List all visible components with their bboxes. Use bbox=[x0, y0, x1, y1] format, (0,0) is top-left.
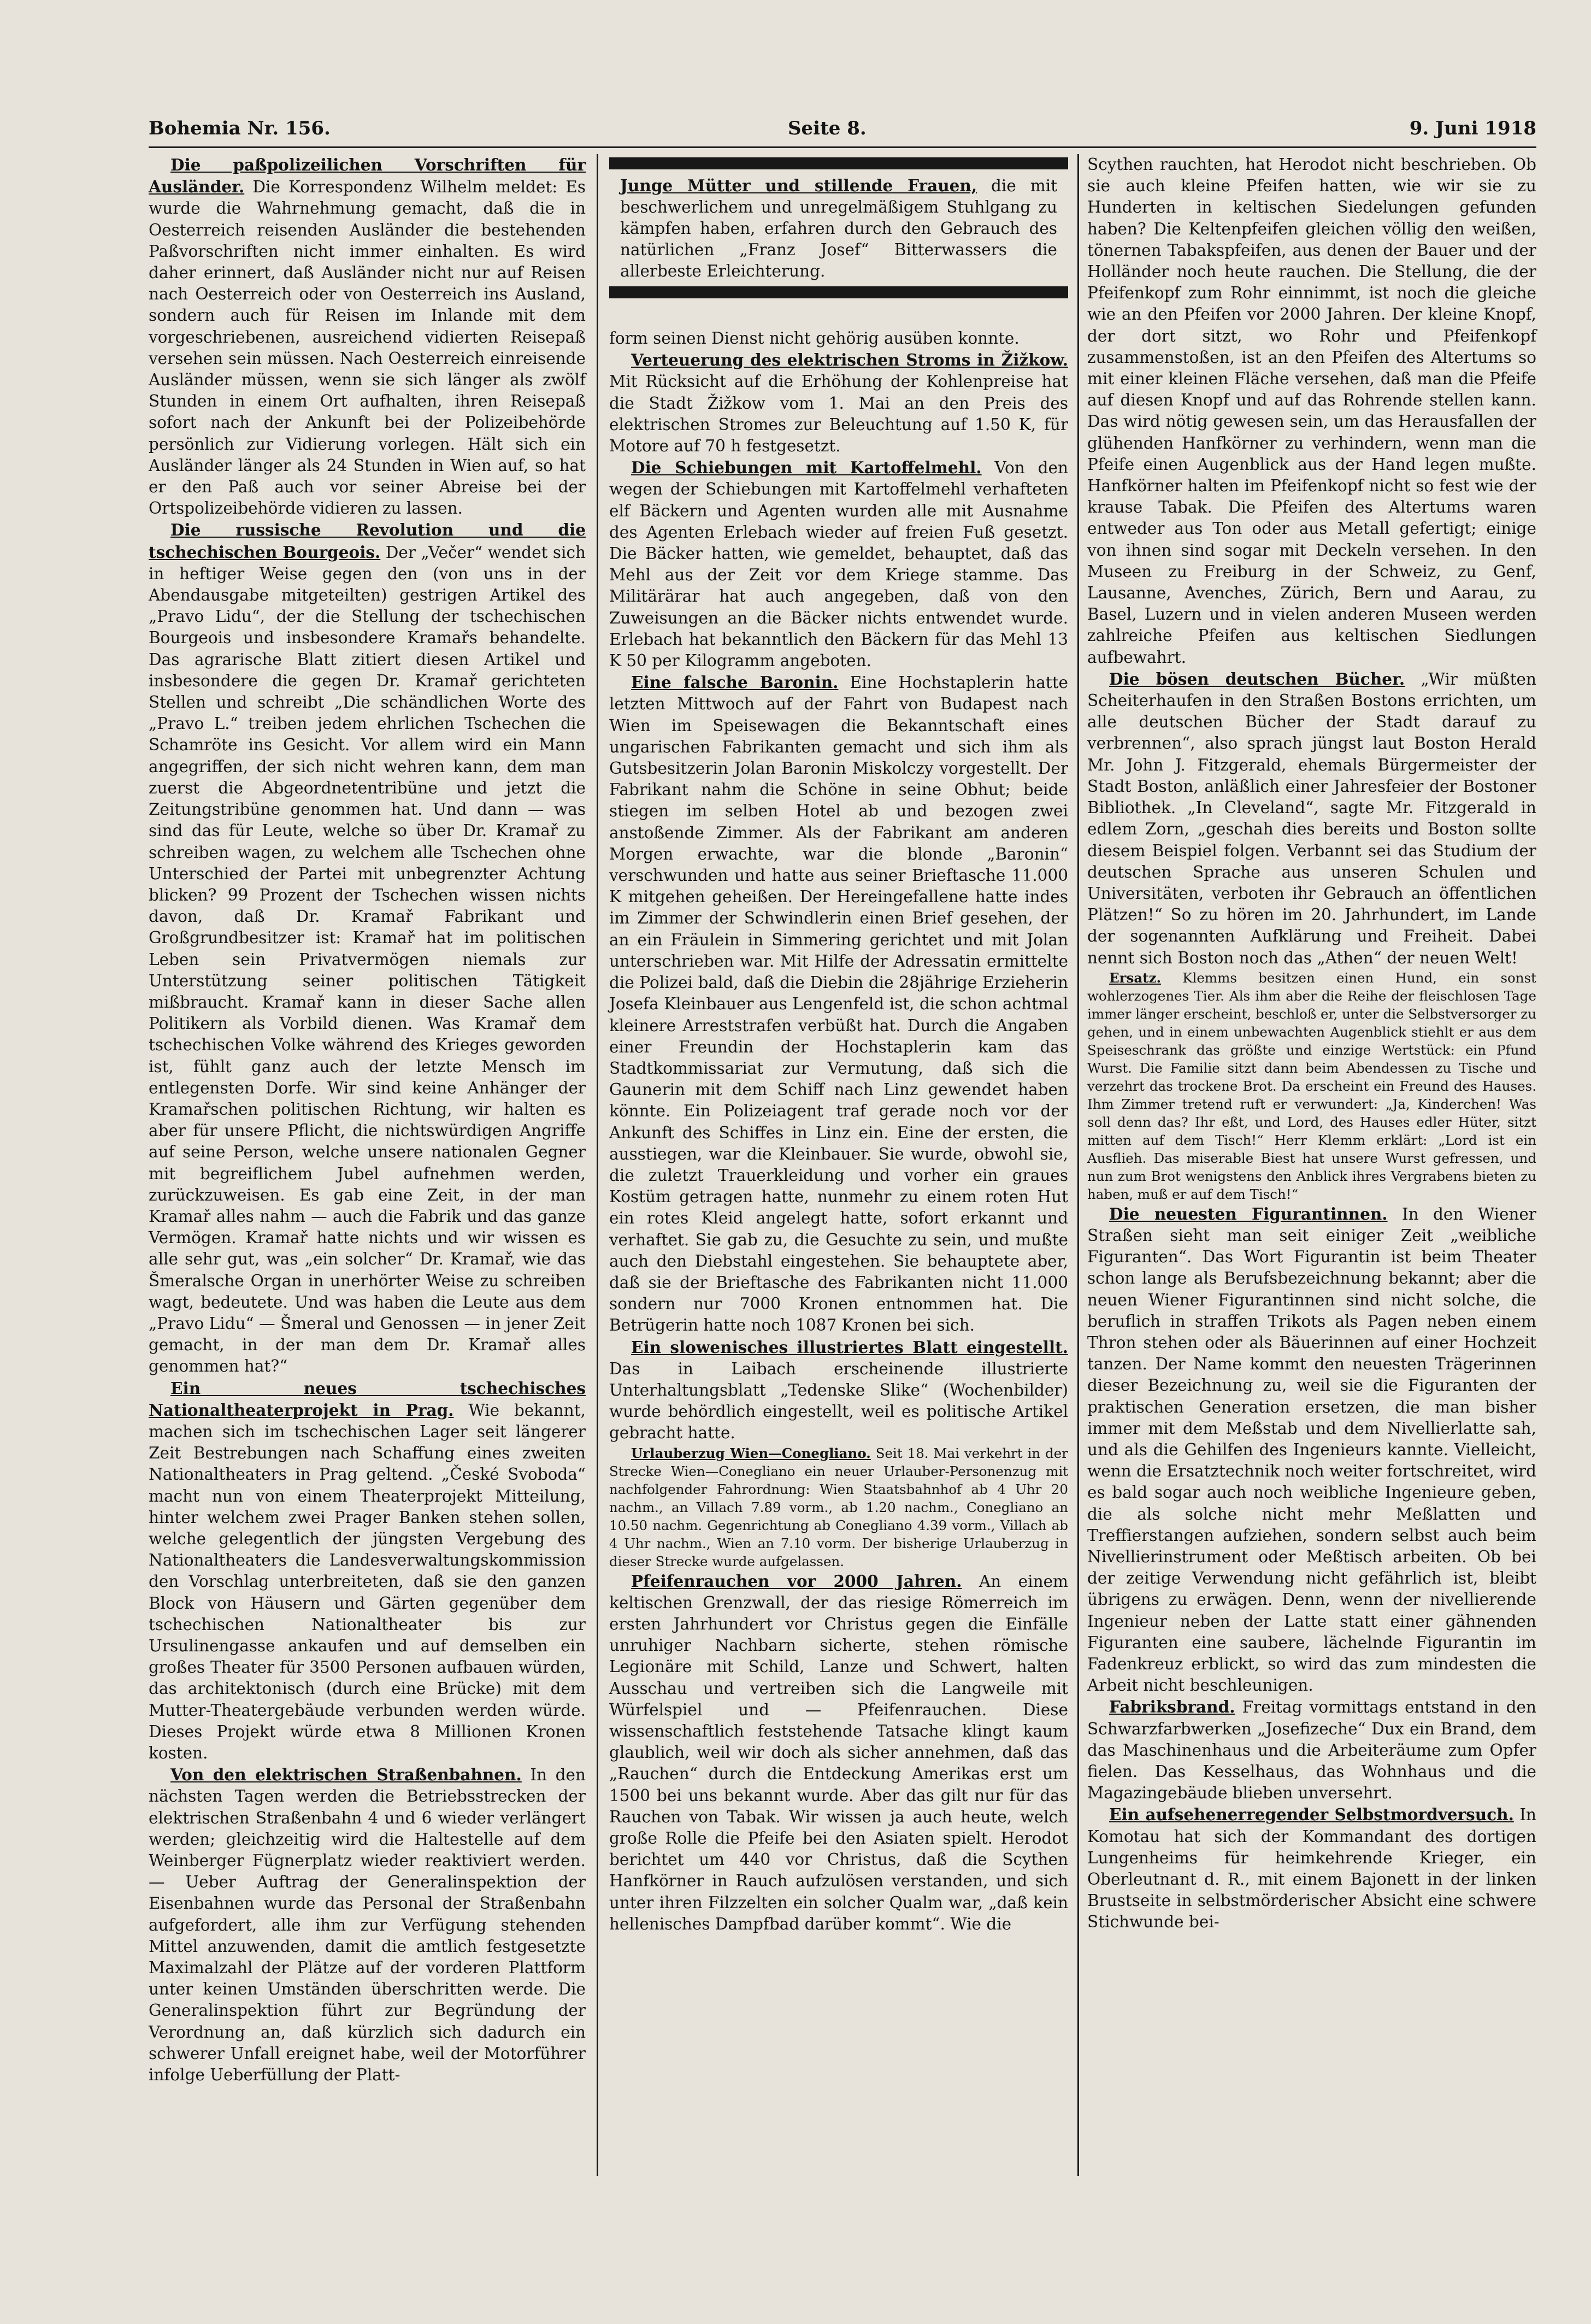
article-body: Klemms besitzen einen Hund, ein sonst wohlerzogenes Tier. Als ihm aber die Reihe der fleischlosen Tage immer länger erscheint, beschloß er, unter die Selbstversorger zu gehen, und in einem unbewachten Augenblick stiehlt er aus dem Speiseschrank das größte und einzige Wertstück: ein Pfund Wurst. Die Familie sitzt dann beim Abendessen zu Tische und verzehrt das trockene Brot. Da erscheint ein Freund des Hauses. Ihm Zimmer tretend ruft er verwundert: „Ja, Kinderchen! Was soll denn das? Ihr eßt, und Lord, des Hauses edler Hüter, sitzt mitten auf dem Tisch!“ Herr Klemm erklärt: „Lord ist ein Ausflieh. Das miserable Biest hat unsere Wurst gefressen, und nun zum Brot wenigstens den Anblick ihres Vergrabens bieten zu haben, muß er auf dem Tisch!“ bbox=[1087, 969, 1536, 1202]
column-3 bbox=[1087, 154, 1536, 1933]
advertisement-headline: Junge Mütter und stillende Frauen, bbox=[620, 176, 977, 195]
advertisement-bottom-bar bbox=[609, 286, 1068, 298]
article-paragraph bbox=[1087, 969, 1536, 1203]
article-paragraph bbox=[609, 328, 1068, 349]
article-paragraph bbox=[609, 672, 1068, 1336]
advertisement-top-bar bbox=[609, 157, 1068, 169]
article-headline: Ein aufsehenerregender Selbstmordversuch. bbox=[1109, 1805, 1514, 1825]
article-paragraph bbox=[1087, 668, 1536, 969]
header-issue: Bohemia Nr. 156. bbox=[149, 117, 331, 139]
advertisement-body: die mit beschwerlichem und unregelmäßigem Stuhlgang zu kämpfen haben, erfahren durch den Gebrauch des natürlichen „Franz Josef“ Bitterwassers die allerbeste Erleichterung. bbox=[620, 176, 1057, 280]
article-headline: Ersatz. bbox=[1109, 969, 1162, 986]
article-paragraph bbox=[1087, 1804, 1536, 1933]
article-body: Seit 18. Mai verkehrt in der Strecke Wien—Conegliano ein neuer Urlauber-Personenzug mit nachfolgender Fahrordnung: Wien Staatsbahnhof ab 4 Uhr 20 nachm., an Villach 7.89 vorm., ab 1.20 nachm., Conegliano an 10.50 nachm. Gegenrichtung ab Conegliano 4.39 vorm., Villach ab 4 Uhr nachm., Wien an 7.10 vorm. Der bisherige Urlauberzug in dieser Strecke wurde aufgelassen. bbox=[609, 1445, 1068, 1569]
article-paragraph bbox=[149, 519, 586, 1377]
article-body: „Wir müßten Scheiterhaufen in den Straßen Bostons errichten, um alle deutschen Bücher der Stadt darauf zu verbrennen“, also sprach jüngst laut Boston Herald Mr. John J. Fitzgerald, ehemals Bürgermeister der Stadt Boston, anläßlich einer Jahresfeier der Bostoner Bibliothek. „In Cleveland“, sagte Mr. Fitzgerald in edlem Zorn, „geschah dies bereits und Boston sollte diesem Beispiel folgen. Verbannt sei das Studium der deutschen Sprache aus unseren Schulen und Universitäten, verboten ihr Gebrauch an öffentlichen Plätzen!“ So zu hören im 20. Jahrhundert, im Lande der sogenannten Aufklärung und Freiheit. Dabei nennt sich Boston noch das „Athen“ der neuen Welt! bbox=[1087, 669, 1536, 967]
article-body: form seinen Dienst nicht gehörig ausüben konnte. bbox=[609, 329, 1020, 348]
article-headline: Von den elektrischen Straßenbahnen. bbox=[170, 1765, 522, 1785]
article-body: In den nächsten Tagen werden die Betriebsstrecken der elektrischen Straßenbahn 4 und 6 wieder verlängert werden; gleichzeitig wird die Haltestelle auf dem Weinberger Fügnerplatz wieder reaktiviert werden. — Ueber Auftrag der Generalinspektion der Eisenbahnen wurde das Personal der Straßenbahn aufgefordert, alle ihm zur Verfügung stehenden Mittel anzuwenden, damit die amtlich festgesetzte Maximalzahl der Plätze auf der vorderen Plattform unter keinen Umständen überschritten werde. Die Generalinspektion führt zur Begründung der Verordnung an, daß kürzlich sich dadurch ein schwerer Unfall ereignet habe, weil der Motorführer infolge Ueberfüllung der Platt- bbox=[149, 1766, 586, 2085]
header-date: 9. Juni 1918 bbox=[1409, 117, 1536, 139]
article-headline: Die bösen deutschen Bücher. bbox=[1109, 669, 1405, 689]
advertisement-text bbox=[620, 175, 1057, 282]
column-1 bbox=[149, 154, 586, 2086]
article-paragraph bbox=[609, 349, 1068, 457]
article-headline: Die paßpolizeilichen Vorschriften für Ausländer. bbox=[149, 155, 586, 197]
article-paragraph bbox=[1087, 1696, 1536, 1804]
article-paragraph bbox=[149, 154, 586, 519]
article-headline: Verteuerung des elektrischen Stroms in Žižkow. bbox=[631, 350, 1068, 370]
header-page-number: Seite 8. bbox=[788, 117, 867, 139]
article-body: In den Wiener Straßen sieht man seit einiger Zeit „weibliche Figuranten“. Das Wort Figurantin ist beim Theater schon lange als Berufsbezeichnung bekannt; aber die neuen Wiener Figurantinnen sind nicht solche, die beruflich in straffen Trikots als Pagen neben einem Thron stehen oder als Bäuerinnen auf einer Hochzeit tanzen. Der Name kommt den neuesten Trägerinnen dieser Bezeichnung zu, weil sie die Figuranten der praktischen Generation ersetzen, die man bisher immer mit dem Meßstab und dem Nivellierlatte sah, und als die Gehilfen des Ingenieurs kannte. Vielleicht, wenn die Ersatztechnik noch weiter fortschreitet, wird es bald sogar auch noch weibliche Ingenieure geben, die als solche nicht mehr Meßlatten und Treffierstangen aufziehen, sondern selbst auch beim Nivellierinstrument oder Meßtisch arbeiten. Ob bei der zeitige Verwendung nicht gefährlich ist, bleibt übrigens zu erwägen. Denn, wenn der nivellierende Ingenieur neben der Latte statt einer gähnenden Figuranten eine saubere, lächelnde Figurantin im Fadenkreuz erblickt, so wird das zum mindesten die Arbeit nicht beschleunigen. bbox=[1087, 1204, 1536, 1695]
article-body: In Komotau hat sich der Kommandant des dortigen Lungenheims für heimkehrende Krieger, ein Oberleutnant d. R., mit einem Bajonett in der linken Brustseite in selbstmörderischer Absicht eine schwere Stichwunde bei- bbox=[1087, 1805, 1536, 1932]
article-headline: Die Schiebungen mit Kartoffelmehl. bbox=[631, 458, 982, 478]
article-paragraph bbox=[609, 457, 1068, 672]
article-paragraph bbox=[609, 1337, 1068, 1444]
column-divider-1 bbox=[597, 154, 598, 2176]
article-body: Freitag vormittags entstand in den Schwarzfarbwerken „Josefizeche“ Dux ein Brand, dem das Maschinenhaus und die Arbeiteräume zum Opfer fielen. Das Kesselhaus, das Wohnhaus und die Magazingebäude blieben unversehrt. bbox=[1087, 1698, 1536, 1803]
article-body: Von den wegen der Schiebungen mit Kartoffelmehl verhafteten elf Bäckern und Agenten wurden alle mit Ausnahme des Agenten Erlebach wieder auf freien Fuß gesetzt. Die Bäcker hatten, wie gemeldet, behauptet, daß das Mehl aus der Zeit vor dem Kriege stamme. Das Militärärar hat auch angegeben, daß von den Zuweisungen an die Bäcker nichts entwendet wurde. Erlebach hat bekanntlich den Bäckern für das Mehl 13 K 50 per Kilogramm angeboten. bbox=[609, 458, 1068, 670]
article-paragraph bbox=[1087, 154, 1536, 668]
article-headline: Fabriksbrand. bbox=[1109, 1697, 1235, 1717]
article-body: Scythen rauchten, hat Herodot nicht beschrieben. Ob sie auch kleine Pfeifen hatten, wie wir sie zu Hunderten in keltischen Siedelungen gefunden haben? Die Keltenpfeifen gleichen völlig den weißen, tönernen Tabakspfeifen, aus denen der Bauer und der Holländer noch heute rauchen. Die Stellung, die der Pfeifenkopf zum Rohr einnimmt, ist noch die gleiche wie an den Pfeifen vor 2000 Jahren. Der kleine Knopf, der dort sitzt, wo Rohr und Pfeifenkopf zusammenstoßen, ist an den Pfeifen des Altertums so mit einer kleinen Fläche versehen, daß man die Pfeife auf diesen Knopf und auf das Rohrende stellen kann. Das wird nötig gewesen sein, um das Herausfallen der glühenden Hanfkörner zu verhindern, wenn man die Pfeife einen Augenblick aus der Hand legen mußte. Hanfkörner halten im Pfeifenkopf nicht so fest wie der krause Tabak. Die Pfeifen des Altertums waren entweder aus Ton oder aus Metall gefertigt; einige von ihnen sind sogar mit Deckeln versehen. In den Museen zu Freiburg in der Schweiz, zu Genf, Lausanne, Avenches, Zürich, Bern und Aarau, zu Basel, Luzern und in vielen anderen Museen werden zahlreiche Pfeifen aus keltischen Siedlungen aufbewahrt. bbox=[1087, 155, 1536, 667]
article-body: Mit Rücksicht auf die Erhöhung der Kohlenpreise hat die Stadt Žižkow vom 1. Mai an den Preis des elektrischen Stromes zur Beleuchtung auf 1.50 K, für Motore auf 70 h festgesetzt. bbox=[609, 372, 1068, 456]
article-body: Die Korrespondenz Wilhelm meldet: Es wurde die Wahrnehmung gemacht, daß die in Oesterreich reisenden Ausländer die bestehenden Paßvorschriften nicht immer einhalten. Es wird daher erinnert, daß Ausländer nicht nur auf Reisen nach Oesterreich oder von Oesterreich ins Ausland, sondern auch für Reisen im Inlande mit dem vorgeschriebenen, ausreichend vidierten Reisepaß versehen sein müssen. Nach Oesterreich einreisende Ausländer müssen, wenn sie sich länger als zwölf Stunden in einem Ort aufhalten, ihren Reisepaß sofort nach der Ankunft bei der Polizeibehörde persönlich zur Vidierung vorlegen. Hält sich ein Ausländer länger als 24 Stunden in Wien auf, so hat er den Paß auch vor seiner Abreise bei der Ortspolizeibehörde vidieren zu lassen. bbox=[149, 178, 586, 518]
article-paragraph bbox=[1087, 1203, 1536, 1697]
article-body: An einem keltischen Grenzwall, der das riesige Römerreich im ersten Jahrhundert vor Christus gegen die Einfälle unruhiger Nachbarn sicherte, stehen römische Legionäre mit Schild, Lanze und Schwert, halten Ausschau und vertreiben sich die Langweile mit Würfelspiel und — Pfeifenrauchen. Diese wissenschaftlich feststehende Tatsache klingt kaum glaublich, weil wir doch als sicher annehmen, daß das „Rauchen“ durch die Entdeckung Amerikas erst um 1500 bei uns bekannt wurde. Aber das gilt nur für das Rauchen von Tabak. Wir wissen ja auch heute, welch große Rolle die Pfeife bei den Asiaten spielt. Herodot berichtet um 440 vor Christus, daß die Scythen Hanfkörner in Rauch aufzulösen verstanden, und sich unter ihren Filzzelten ein solcher Qualm war, „daß kein hellenisches Dampfbad darüber kommt“. Wie die bbox=[609, 1572, 1068, 1933]
article-headline: Die russische Revolution und die tschechischen Bourgeois. bbox=[149, 520, 586, 562]
article-paragraph bbox=[609, 1570, 1068, 1935]
article-paragraph bbox=[609, 1444, 1068, 1570]
article-paragraph bbox=[149, 1764, 586, 2086]
article-headline: Urlauberzug Wien—Conegliano. bbox=[631, 1445, 871, 1461]
page-header bbox=[149, 112, 1536, 145]
article-body: Eine Hochstaplerin hatte letzten Mittwoch auf der Fahrt von Budapest nach Wien im Speisewagen die Bekanntschaft eines ungarischen Fabrikanten gemacht und sich ihm als Gutsbesitzerin Jolan Baronin Miskolczy vorgestellt. Der Fabrikant nahm die Schöne in seine Obhut; beide stiegen im selben Hotel ab und bezogen zwei anstoßende Zimmer. Als der Fabrikant am anderen Morgen erwachte, war die blonde „Baronin“ verschwunden und hatte aus seiner Brieftasche 11.000 K mitgehen geheißen. Der Hereingefallene hatte indes im Zimmer der Schwindlerin einen Brief gesehen, der an ein Fräulein in Simmering gerichtet und mit Jolan unterschrieben war. Mit Hilfe der Adressatin ermittelte die Polizei bald, daß die Diebin die 28jährige Erzieherin Josefa Kleinbauer aus Lengenfeld ist, die schon achtmal kleinere Arreststrafen verbüßt hat. Durch die Angaben einer Freundin der Hochstaplerin kam das Stadtkommissariat zur Vermutung, daß sich die Gaunerin mit dem Schiff nach Linz gewendet haben könnte. Ein Polizeiagent traf gerade noch vor der Ankunft des Schiffes in Linz ein. Eine der ersten, die ausstiegen, war die Kleinbauer. Sie wurde, obwohl sie, die zuletzt Trauerkleidung und vorher ein graues Kostüm getragen hatte, nunmehr zu einem roten Hut ein rotes Kleid angelegt hatte, sofort erkannt und verhaftet. Sie gab zu, die Gesuchte zu sein, und mußte auch den Diebstahl eingestehen. Sie behauptete aber, daß sie der Brieftasche des Fabrikanten nicht 11.000 sondern nur 7000 Kronen entnommen hat. Die Betrügerin hatte noch 1087 Kronen bei sich. bbox=[609, 673, 1069, 1335]
article-paragraph bbox=[149, 1378, 586, 1764]
article-body: Das in Laibach erscheinende illustrierte Unterhaltungsblatt „Tedenske Slike“ (Wochenbilder) wurde behördlich eingestellt, weil es politische Artikel gebracht hatte. bbox=[609, 1359, 1068, 1443]
advertisement-box bbox=[609, 157, 1068, 298]
article-headline: Ein slowenisches illustriertes Blatt eingestellt. bbox=[631, 1337, 1068, 1357]
article-headline: Ein neues tschechisches Nationaltheaterprojekt in Prag. bbox=[149, 1378, 586, 1420]
article-headline: Eine falsche Baronin. bbox=[631, 673, 839, 692]
column-2 bbox=[609, 328, 1068, 1935]
article-headline: Pfeifenrauchen vor 2000 Jahren. bbox=[631, 1571, 962, 1591]
column-divider-2 bbox=[1077, 154, 1079, 2176]
article-headline: Die neuesten Figurantinnen. bbox=[1109, 1204, 1388, 1223]
header-rule bbox=[149, 146, 1536, 148]
article-body: Wie bekannt, machen sich im tschechischen Lager seit längerer Zeit Bestrebungen nach Schaffung eines zweiten Nationaltheaters in Prag geltend. „České Svoboda“ macht nun von einem Theaterprojekt Mitteilung, hinter welchem zwei Prager Banken stehen sollen, welche gelegentlich der jüngsten Vergebung des Nationaltheaters die Landesverwaltungskommission den Vorschlag unterbreiteten, daß sie den ganzen Block von Häusern und Gärten gegenüber dem tschechischen Nationaltheater bis zur Ursulinengasse ankaufen und auf demselben ein großes Theater für 3500 Personen aufbauen würden, das architektonisch (durch eine Brücke) mit dem Mutter-Theatergebäude verbunden werden würde. Dieses Projekt würde etwa 8 Millionen Kronen kosten. bbox=[149, 1401, 586, 1763]
article-body: Der „Večer“ wendet sich in heftiger Weise gegen den (von uns in der Abendausgabe mitgeteilten) gestrigen Artikel des „Pravo Lidu“, der die Stellung der tschechischen Bourgeois und insbesondere Kramařs behandelte. Das agrarische Blatt zitiert diesen Artikel und insbesondere die gegen Dr. Kramař gerichteten Stellen und schreibt „Die schändlichen Worte des „Pravo L.“ treiben jedem ehrlichen Tschechen die Schamröte ins Gesicht. Vor allem wird ein Mann angegriffen, der sich nicht wehren kann, dem man zuerst die Abgeordnetentribüne und jetzt die Zeitungstribüne genommen hat. Und dann — was sind das für Leute, welche so über Dr. Kramař zu schreiben wagen, zu welchem alle Tschechen ohne Unterschied der Partei mit unbegrenzter Achtung blicken? 99 Prozent der Tschechen wissen nichts davon, daß Dr. Kramař Fabrikant und Großgrundbesitzer ist: Kramař hat im politischen Leben sein Privatvermögen niemals zur Unterstützung seiner politischen Tätigkeit mißbraucht. Kramař kann in dieser Sache allen Politikern als Vorbild dienen. Was Kramař dem tschechischen Volke während des Krieges geworden ist, fühlt ganz auch der letzte Mensch im entlegensten Dorfe. Wir sind keine Anhänger der Kramařschen politischen Richtung, wir halten es aber für unsere Pflicht, die nichtswürdigen Angriffe auf seine Person, welche unsere nationalen Gegner mit begreiflichem Jubel aufnehmen werden, zurückzuweisen. Es gab eine Zeit, in der man Kramař alles nahm — auch die Fabrik und das ganze Vermögen. Kramař hatte nichts und wir wissen es alle sehr gut, was „ein solcher“ Dr. Kramař, wie das Šmeralsche Organ in unerhörter Weise zu schreiben wagt, bedeutete. Und was haben die Leute aus dem „Pravo Lidu“ — Šmeral und Genossen — in jener Zeit gemacht, in der man dem Dr. Kramař alles genommen hat?“ bbox=[149, 543, 586, 1376]
